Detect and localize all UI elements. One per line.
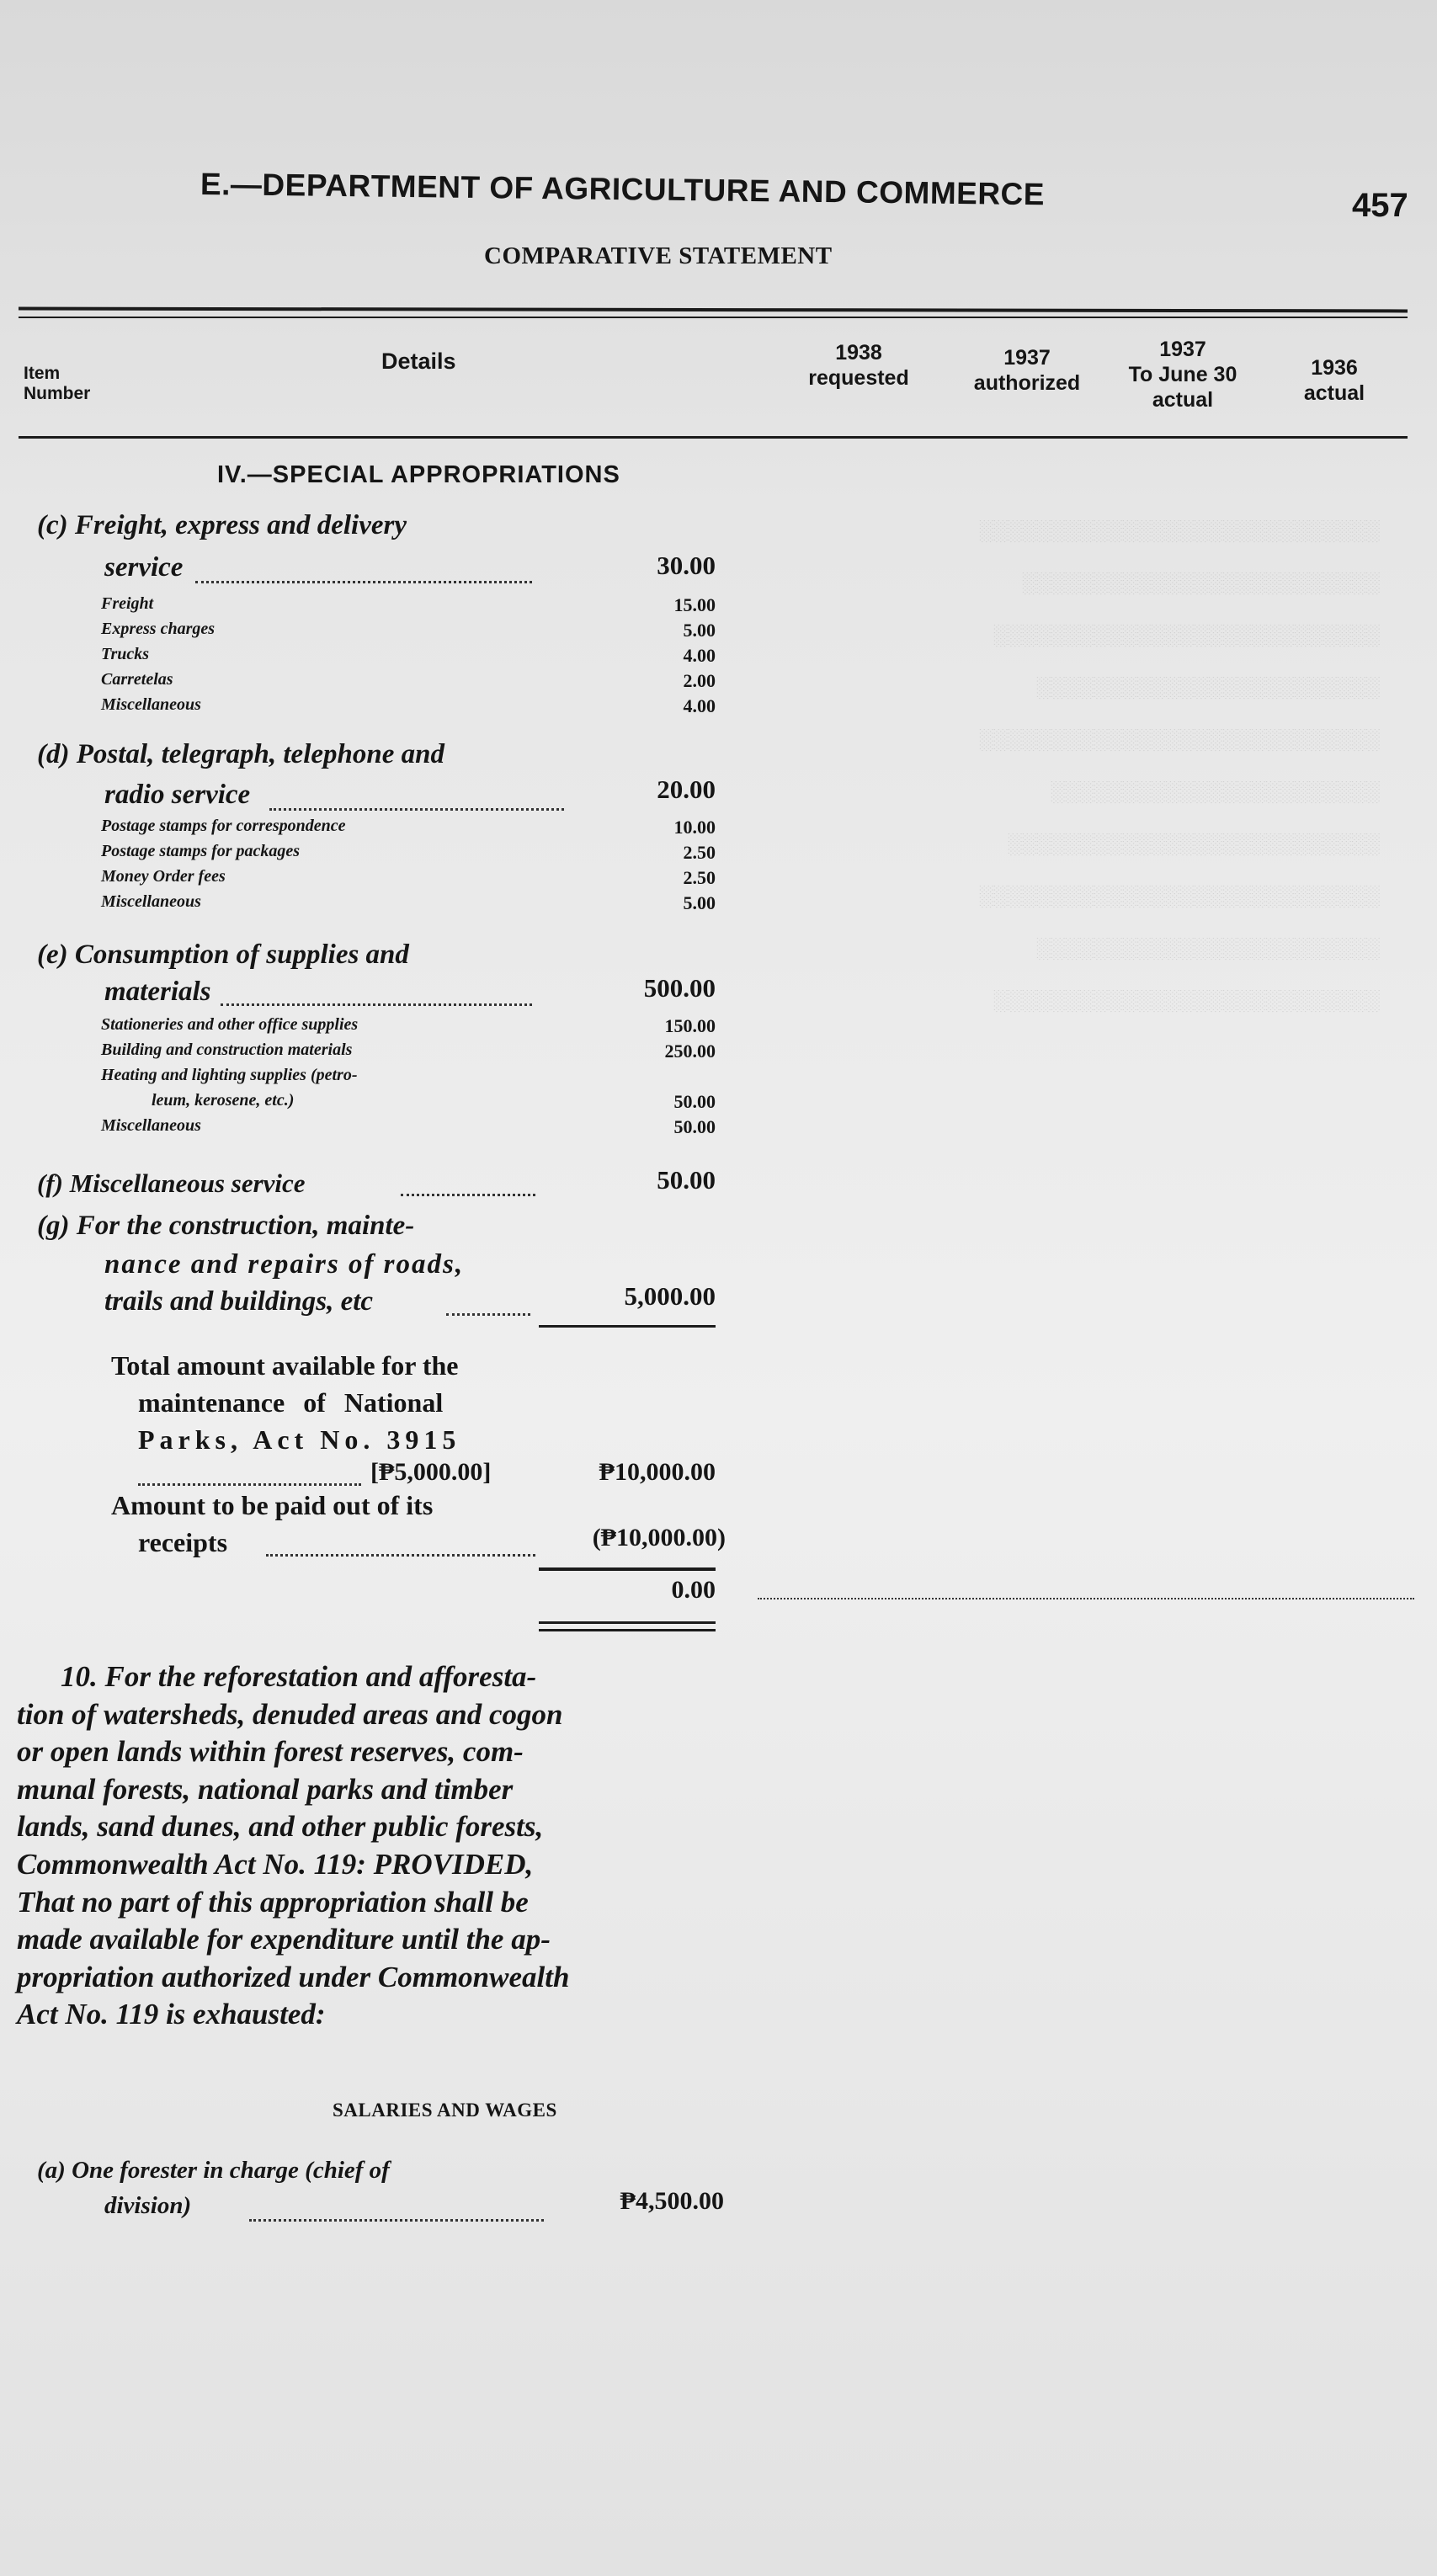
subitem-amount: 10.00 — [673, 817, 716, 838]
item-c-label-2: service — [104, 552, 184, 583]
header-bottom-rule — [19, 436, 1408, 439]
subitem-label: Express charges — [101, 620, 216, 638]
paragraph-line: propriation authorized under Commonwealth — [17, 1960, 570, 1993]
item-e-label: (e) Consumption of supplies and — [37, 939, 409, 970]
paragraph-line: Commonwealth Act No. 119: PROVIDED, — [17, 1847, 534, 1881]
item-d-subitems — [101, 817, 716, 918]
leader-dots — [401, 1194, 535, 1196]
subitem-row — [101, 892, 716, 918]
subitem-amount: 15.00 — [673, 594, 716, 615]
salary-item-a-1: (a) One forester in charge (chief of — [37, 2157, 390, 2184]
item-g-amount: 5,000.00 — [624, 1281, 716, 1311]
department-title: E.—DEPARTMENT OF AGRICULTURE AND COMMERCE — [200, 167, 1046, 212]
subitem-label: Miscellaneous — [101, 1116, 201, 1135]
item-c-label: (c) Freight, express and delivery — [37, 510, 407, 540]
paragraph-line: Act No. 119 is exhausted: — [17, 1998, 326, 2031]
subitem-amount: 2.50 — [683, 867, 716, 888]
paragraph-10 — [17, 1658, 732, 2034]
statement-title: COMPARATIVE STATEMENT — [484, 242, 833, 269]
subitem-label: Miscellaneous — [101, 695, 201, 714]
col-details: Details — [381, 349, 456, 374]
subitem-amount: 50.00 — [673, 1091, 716, 1112]
subitem-label: leum, kerosene, etc.) — [152, 1091, 295, 1110]
col-1936-actual: 1936 actual — [1303, 356, 1365, 405]
item-g-label-3: trails and buildings, etc — [104, 1286, 374, 1317]
subtotal-rule — [539, 1325, 716, 1328]
salary-item-a-amount: ₱4,500.00 — [620, 2187, 724, 2215]
subitem-label: Stationeries and other office supplies — [101, 1015, 359, 1034]
col-1937-authorized: 1937 authorized — [973, 346, 1081, 395]
salary-item-a-2: division) — [104, 2192, 192, 2219]
leader-dots — [249, 2219, 544, 2222]
paragraph-line: munal forests, national parks and timber — [17, 1772, 514, 1806]
total-line-1: Total amount available for the — [111, 1350, 459, 1381]
col-1938-requested: 1938 requested — [808, 341, 909, 390]
subitem-row — [101, 1015, 716, 1041]
leader-dots-right — [758, 1598, 1414, 1599]
subitem-amount: 250.00 — [664, 1041, 716, 1062]
subitem-row — [101, 695, 716, 721]
total-line-2: maintenance of National — [138, 1387, 444, 1418]
subitem-amount: 2.00 — [683, 670, 716, 691]
item-e-label-2: materials — [104, 977, 211, 1007]
receipts-amount: (₱10,000.00) — [592, 1524, 726, 1551]
leader-dots — [266, 1554, 535, 1557]
item-c-amount: 30.00 — [657, 551, 716, 580]
item-f-amount: 50.00 — [657, 1165, 716, 1195]
item-d-label-2: radio service — [104, 780, 251, 810]
paragraph-line: lands, sand dunes, and other public forests, — [17, 1810, 544, 1844]
subitem-amount: 5.00 — [683, 620, 716, 641]
subitem-row — [101, 594, 716, 620]
receipts-line-1: Amount to be paid out of its — [111, 1490, 434, 1520]
item-d-amount: 20.00 — [657, 774, 716, 804]
leader-dots — [138, 1483, 361, 1486]
subitem-label: Trucks — [101, 645, 150, 663]
subitem-label: Money Order fees — [101, 867, 226, 886]
bleed-through-text: ░░░░░░░░░░░░░░░░░░░░░░░░░░░░ ░░░░░░░░░░░░░░░░░░░░░░░░░ ░░░░░░░░░░░░░░░░░░░░░░░░░░░ ░░░░░░░░░░░░░░░░░░░░░░░░ ░░░░░░░░░░░░░░░░░░░░░░░░░░░░ ░░░░░░░░░░░░░░░░░░░░░░░ ░░░░░░░░░░░░░░░░░░░░░░░░░░ ░░░░░░░░░░░░░░░░░░░░░░░░░░░░ ░░░░░░░░░░░░░░░░░░░░░░░░ ░░░░░░░░░░░░░░░░░░░░░░░░░░░ — [979, 520, 1381, 1012]
subitem-label: Postage stamps for correspondence — [101, 817, 346, 835]
subitem-row — [101, 817, 716, 842]
total-line-3: Parks, Act No. 3915 — [138, 1424, 461, 1455]
col-1937-june30: 1937 To June 30 actual — [1128, 338, 1237, 412]
net-rule — [539, 1567, 716, 1571]
subitem-row — [101, 842, 716, 867]
leader-dots — [221, 1003, 532, 1006]
subitem-row — [101, 645, 716, 670]
total-bracket-amount: [₱5,000.00] — [370, 1458, 492, 1486]
double-rule-1 — [539, 1621, 716, 1624]
paragraph-line: or open lands within forest reserves, com- — [17, 1735, 524, 1769]
item-c-subitems — [101, 594, 716, 721]
subitem-label: Heating and lighting supplies (petro- — [101, 1066, 358, 1084]
subitem-amount: 150.00 — [664, 1015, 716, 1036]
subitem-label: Postage stamps for packages — [101, 842, 301, 860]
subitem-row — [101, 1066, 716, 1091]
leader-dots — [269, 808, 564, 811]
subitem-amount: 5.00 — [683, 892, 716, 913]
subitem-amount: 50.00 — [673, 1116, 716, 1137]
paragraph-line: 10. For the reforestation and afforesta- — [61, 1660, 537, 1693]
col-item-number: Item Number — [24, 364, 91, 403]
paragraph-line: made available for expenditure until the ap- — [17, 1923, 551, 1956]
item-f-label: (f) Miscellaneous service — [37, 1168, 306, 1198]
subitem-row — [101, 620, 716, 645]
receipts-line-2: receipts — [138, 1527, 228, 1557]
subitem-row — [101, 670, 716, 695]
leader-dots — [195, 581, 532, 583]
item-g-label-2: nance and repairs of roads, — [104, 1249, 465, 1280]
net-amount: 0.00 — [671, 1576, 716, 1604]
item-g-label-1: (g) For the construction, mainte- — [37, 1211, 415, 1241]
header-top-rule-2 — [19, 317, 1408, 318]
header-top-rule — [19, 307, 1408, 313]
item-e-amount: 500.00 — [643, 973, 716, 1003]
subitem-amount: 2.50 — [683, 842, 716, 863]
subitem-amount: 4.00 — [683, 645, 716, 666]
subitem-row — [101, 867, 716, 892]
subitem-label: Freight — [101, 594, 154, 613]
page-number: 457 — [1352, 187, 1408, 224]
paragraph-line: tion of watersheds, denuded areas and cogon — [17, 1697, 563, 1731]
salaries-heading: SALARIES AND WAGES — [333, 2100, 557, 2121]
subitem-row — [101, 1116, 716, 1142]
paragraph-line: That no part of this appropriation shall be — [17, 1885, 529, 1919]
section-heading: IV.—SPECIAL APPROPRIATIONS — [217, 461, 620, 488]
subitem-row — [101, 1091, 716, 1116]
subitem-label: Miscellaneous — [101, 892, 201, 911]
subitem-row — [101, 1041, 716, 1066]
subitem-label: Building and construction materials — [101, 1041, 353, 1059]
item-e-subitems — [101, 1015, 716, 1142]
subitem-label: Carretelas — [101, 670, 173, 689]
subitem-amount: 4.00 — [683, 695, 716, 716]
double-rule-2 — [539, 1629, 716, 1631]
leader-dots — [446, 1313, 530, 1316]
item-d-label: (d) Postal, telegraph, telephone and — [37, 739, 444, 769]
total-amount: ₱10,000.00 — [599, 1458, 716, 1486]
